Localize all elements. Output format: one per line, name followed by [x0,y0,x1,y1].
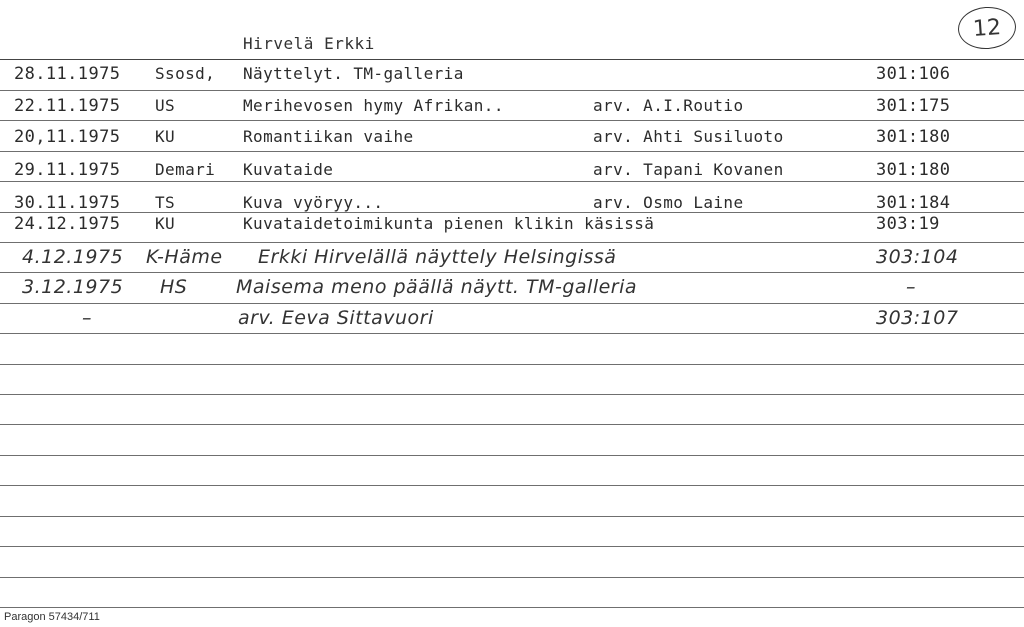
rule-line [0,455,1024,456]
hand-title: Maisema meno päällä näytt. TM-galleria [236,276,638,298]
entry-date: 22.11.1975 [14,96,121,116]
entry-row [0,127,1024,157]
entry-date: 20,11.1975 [14,127,121,147]
entry-paper: Ssosd, [155,64,216,83]
entry-ref: 303:19 [876,214,940,234]
entry-author: arv. Ahti Susiluoto [593,127,784,146]
entry-date: 29.11.1975 [14,160,121,180]
rule-line [0,364,1024,365]
entry-paper: KU [155,127,176,146]
hand-paper: K-Häme [146,246,223,268]
entry-ref: 301:184 [876,193,951,213]
rule-line [0,394,1024,395]
entry-title: Romantiikan vaihe [243,127,414,146]
entry-title: Kuvataide [243,160,334,179]
entry-paper: KU [155,214,176,233]
hand-title: arv. Eeva Sittavuori [238,307,434,329]
entry-paper: US [155,96,176,115]
rule-line [0,485,1024,486]
entry-row [0,96,1024,126]
entry-ref: 301:180 [876,160,951,180]
hand-title: Erkki Hirvelällä näyttely Helsingissä [258,246,617,268]
entry-date: 28.11.1975 [14,64,121,84]
hand-ref: – [906,276,916,298]
entry-title: Näyttelyt. TM-galleria [243,64,464,83]
card-number-circle: 12 [957,5,1018,51]
entry-ref: 301:180 [876,127,951,147]
rule-line [0,59,1024,60]
entry-paper: TS [155,193,176,212]
entry-author: arv. A.I.Routio [593,96,744,115]
rule-line [0,424,1024,425]
entry-title: Merihevosen hymy Afrikan.. [243,96,504,115]
hand-ref: 303:107 [876,307,959,329]
entry-title: Kuvataidetoimikunta pienen klikin käsissä [243,214,655,233]
entry-ref: 301:106 [876,64,951,84]
rule-line [0,516,1024,517]
hand-ref: 303:104 [876,246,959,268]
handwritten-row [0,246,1024,276]
card-footer-print: Paragon 57434/711 [4,611,100,623]
hand-date: – [82,307,92,329]
card-header-name: Hirvelä Erkki [243,34,375,53]
entry-row [0,64,1024,94]
hand-paper: HS [160,276,188,298]
entry-date: 30.11.1975 [14,193,121,213]
entry-author: arv. Tapani Kovanen [593,160,784,179]
entry-row [0,160,1024,190]
entry-ref: 301:175 [876,96,951,116]
handwritten-row [0,307,1024,337]
entry-date: 24.12.1975 [14,214,121,234]
entry-row [0,214,1024,244]
entry-paper: Demari [155,160,216,179]
rule-line [0,546,1024,547]
rule-line [0,607,1024,608]
hand-date: 4.12.1975 [22,246,124,268]
rule-line [0,577,1024,578]
entry-author: arv. Osmo Laine [593,193,744,212]
handwritten-row [0,276,1024,306]
hand-date: 3.12.1975 [22,276,124,298]
entry-title: Kuva vyöryy... [243,193,384,212]
